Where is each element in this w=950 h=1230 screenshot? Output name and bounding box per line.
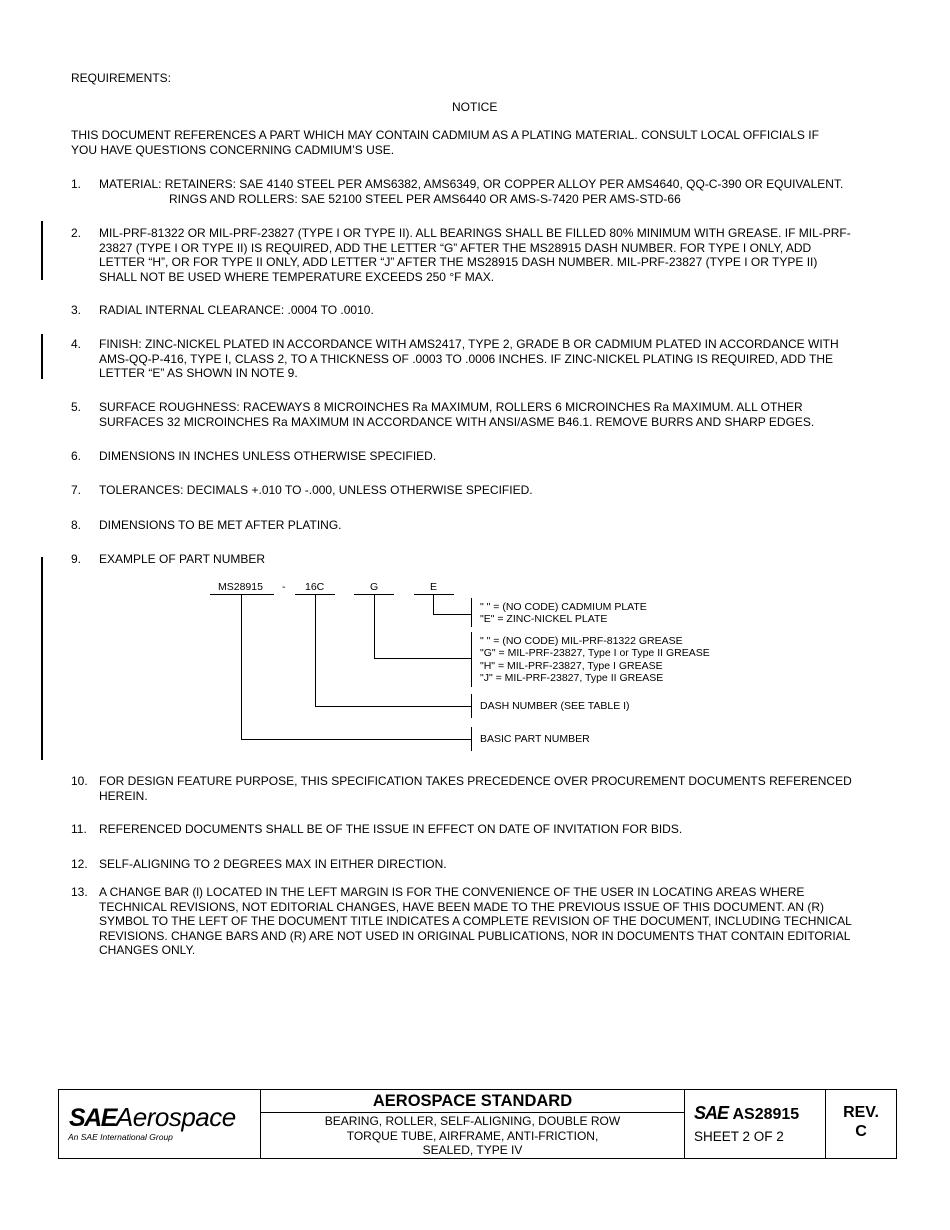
note-6 [99, 449, 889, 464]
part-plate-code: E [430, 581, 438, 593]
note-number: 9. [71, 552, 82, 566]
change-bar [41, 221, 43, 280]
title-line: BEARING, ROLLER, SELF-ALIGNING, DOUBLE ROW [324, 1114, 621, 1128]
note-9 [99, 552, 889, 567]
note-line: FOR DESIGN FEATURE PURPOSE, THIS SPECIFICATION TAKES PRECEDENCE OVER PROCUREMENT DOCUMENTS REFERENCED [99, 774, 852, 788]
note-number: 8. [71, 518, 82, 532]
rev-label: REV. [843, 1104, 879, 1121]
note-3 [99, 303, 889, 318]
note-line: 23827 (TYPE I OR TYPE II) IS REQUIRED, ADD THE LETTER “G” AFTER THE MS28915 DASH NUMBER. FOR TYPE I ONLY, ADD [99, 240, 812, 255]
note-number: 6. [71, 449, 82, 463]
bracket [471, 694, 472, 718]
note-1 [99, 177, 889, 206]
sae-aerospace-logo [69, 1102, 236, 1133]
note-line: MATERIAL: RETAINERS: SAE 4140 STEEL PER AMS6382, AMS6349, OR COPPER ALLOY PER AMS4640, QQ-C-390 OR EQUIVALENT. [99, 177, 844, 191]
part-grease-code: G [370, 581, 379, 593]
grease-code-item: "H" = MIL-PRF-23827, Type I GREASE [480, 659, 663, 672]
dash-number-label: DASH NUMBER (SEE TABLE I) [480, 700, 630, 712]
title-line: TORQUE TUBE, AIRFRAME, ANTI-FRICTION, [346, 1128, 599, 1143]
document-heading: AEROSPACE STANDARD [261, 1090, 684, 1113]
leader-line [241, 594, 242, 739]
leader-line [433, 614, 471, 615]
leader-line [374, 594, 375, 658]
part-dash-number: 16C [305, 581, 325, 593]
underline [210, 594, 274, 595]
leader-line [315, 706, 471, 707]
note-2 [99, 226, 889, 284]
note-number: 10. [71, 774, 88, 788]
note-number: 3. [71, 303, 82, 317]
note-8 [99, 518, 889, 533]
bracket [471, 598, 472, 627]
note-line: HEREIN. [99, 788, 148, 803]
leader-line [241, 739, 471, 740]
note-number: 13. [71, 885, 88, 899]
note-4 [99, 337, 889, 381]
sheet-number: SHEET 2 OF 2 [694, 1129, 784, 1144]
note-line: RINGS AND ROLLERS: SAE 52100 STEEL PER AMS6440 OR AMS-S-7420 PER AMS-STD-66 [169, 191, 681, 206]
note-line: SURFACE ROUGHNESS: RACEWAYS 8 MICROINCHES Ra MAXIMUM, ROLLERS 6 MICROINCHES Ra MAXIMUM. ALL OTHER [99, 400, 803, 414]
note-number: 5. [71, 400, 82, 414]
doc-number-cell [684, 1089, 826, 1159]
note-11 [99, 822, 889, 837]
notice-line: YOU HAVE QUESTIONS CONCERNING CADMIUM’S USE. [71, 142, 395, 157]
note-line: DIMENSIONS TO BE MET AFTER PLATING. [99, 518, 342, 532]
note-line: MIL-PRF-81322 OR MIL-PRF-23827 (TYPE I OR TYPE II). ALL BEARINGS SHALL BE FILLED 80% MINIMUM WITH GREASE. IF MIL-PRF- [99, 226, 851, 240]
note-line: SURFACES 32 MICROINCHES Ra MAXIMUM IN ACCORDANCE WITH ANSI/ASME B46.1. REMOVE BURRS AND SHARP EDGES. [99, 414, 815, 429]
grease-code-item: "J" = MIL-PRF-23827, Type II GREASE [480, 671, 664, 684]
change-bar [41, 557, 43, 760]
title-line: SEALED, TYPE IV [422, 1143, 523, 1157]
notice-line: THIS DOCUMENT REFERENCES A PART WHICH MAY CONTAIN CADMIUM AS A PLATING MATERIAL. CONSULT LOCAL OFFICIALS IF [71, 128, 819, 142]
note-line: EXAMPLE OF PART NUMBER [99, 552, 266, 566]
note-line: DIMENSIONS IN INCHES UNLESS OTHERWISE SPECIFIED. [99, 449, 437, 463]
document-title [261, 1114, 684, 1158]
requirements-heading: REQUIREMENTS: [71, 71, 172, 85]
note-number: 7. [71, 483, 82, 497]
notice-title: NOTICE [452, 100, 498, 114]
plate-code-item: "E" = ZINC-NICKEL PLATE [480, 613, 608, 625]
bracket [471, 727, 472, 751]
change-bar [41, 334, 43, 379]
note-line: SHALL NOT BE USED WHERE TEMPERATURE EXCEEDS 250 °F MAX. [99, 269, 495, 284]
note-number: 4. [71, 337, 82, 351]
doc-number [694, 1103, 799, 1124]
note-line: TOLERANCES: DECIMALS +.010 TO -.000, UNLESS OTHERWISE SPECIFIED. [99, 483, 533, 497]
part-dash-separator: - [282, 581, 286, 593]
note-number: 12. [71, 857, 88, 871]
logo-cell [58, 1089, 261, 1159]
sae-small-logo: SAE [694, 1103, 729, 1123]
leader-line [374, 658, 471, 659]
note-line: LETTER “H”, OR FOR TYPE II ONLY, ADD LETTER “J” AFTER THE MS28915 DASH NUMBER. MIL-PRF-23827 (TYPE I OR TYPE II) [99, 255, 818, 270]
title-cell [260, 1089, 685, 1159]
part-basic-number: MS28915 [218, 581, 263, 593]
note-7 [99, 483, 889, 498]
bracket [471, 632, 472, 687]
leader-line [315, 594, 316, 706]
note-line: SELF-ALIGNING TO 2 DEGREES MAX IN EITHER DIRECTION. [99, 857, 447, 871]
note-number: 11. [71, 822, 87, 836]
grease-code-item: " " = (NO CODE) MIL-PRF-81322 GREASE [480, 635, 683, 647]
note-13 [99, 885, 889, 958]
note-line: CHANGES ONLY. [99, 943, 196, 958]
note-10 [99, 774, 889, 803]
note-line: LETTER “E” AS SHOWN IN NOTE 9. [99, 366, 298, 381]
leader-line [433, 594, 434, 614]
logo-subtitle: An SAE International Group [68, 1132, 173, 1142]
aerospace-wordmark: Aerospace [115, 1102, 236, 1132]
grease-code-item: "G" = MIL-PRF-23827, Type I or Type II GREASE [480, 647, 710, 660]
basic-part-number-label: BASIC PART NUMBER [480, 733, 590, 745]
note-12 [99, 857, 889, 872]
note-line: REFERENCED DOCUMENTS SHALL BE OF THE ISSUE IN EFFECT ON DATE OF INVITATION FOR BIDS. [99, 822, 683, 836]
note-line: AMS-QQ-P-416, TYPE I, CLASS 2, TO A THICKNESS OF .0003 TO .0006 INCHES. IF ZINC-NICKEL PLATING IS REQUIRED, ADD THE [99, 351, 833, 366]
plate-code-item: " " = (NO CODE) CADMIUM PLATE [480, 601, 647, 613]
note-line: RADIAL INTERNAL CLEARANCE: .0004 TO .0010. [99, 303, 374, 317]
note-number: 2. [71, 226, 82, 240]
rev-value: C [855, 1123, 867, 1140]
underline [414, 594, 454, 595]
doc-number-value: AS28915 [732, 1106, 800, 1123]
note-line: REVISIONS. CHANGE BARS AND (R) ARE NOT USED IN ORIGINAL PUBLICATIONS, NOR IN DOCUMENTS THAT CONTAIN EDITORIAL [99, 928, 851, 943]
note-5 [99, 400, 889, 429]
sae-logo-mark: SAE [69, 1104, 116, 1132]
note-line: FINISH: ZINC-NICKEL PLATED IN ACCORDANCE WITH AMS2417, TYPE 2, GRADE B OR CADMIUM PLATED IN ACCORDANCE WITH [99, 337, 839, 351]
note-number: 1. [71, 177, 82, 191]
note-line: SYMBOL TO THE LEFT OF THE DOCUMENT TITLE INDICATES A COMPLETE REVISION OF THE DOCUMENT, INCLUDING TECHNICAL [99, 914, 852, 929]
revision-cell [825, 1089, 897, 1159]
note-line: A CHANGE BAR (l) LOCATED IN THE LEFT MARGIN IS FOR THE CONVENIENCE OF THE USER IN LOCATING AREAS WHERE [99, 885, 805, 899]
note-line: TECHNICAL REVISIONS, NOT EDITORIAL CHANGES, HAVE BEEN MADE TO THE PREVIOUS ISSUE OF THIS DOCUMENT. AN (R) [99, 899, 825, 914]
